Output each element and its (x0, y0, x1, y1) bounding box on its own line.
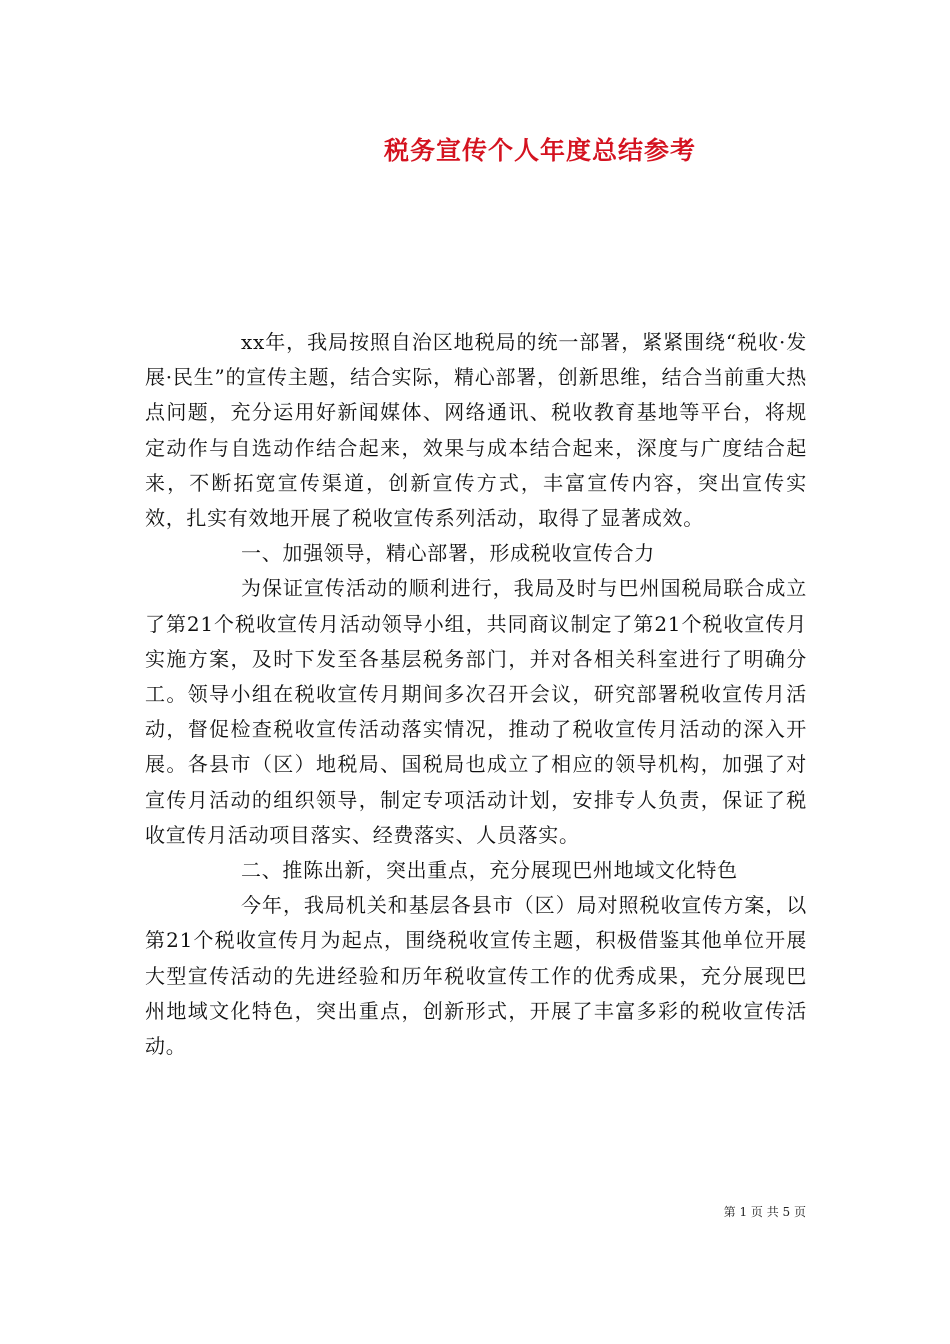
page-number-footer: 第 1 页 共 5 页 (723, 1205, 806, 1219)
paragraph-section-1: 为保证宣传活动的顺利进行，我局及时与巴州国税局联合成立了第21个税收宣传月活动领导小组，共同商议制定了第21个税收宣传月实施方案，及时下发至各基层税务部门，并对各相关科室进行了明确分工。领导小组在税收宣传月期间多次召开会议，研究部署税收宣传月活动，督促检查税收宣传活动落实情况，推动了税收宣传月活动的深入开展。各县市（区）地税局、国税局也成立了相应的领导机构，加强了对宣传月活动的组织领导，制定专项活动计划，安排专人负责，保证了税收宣传月活动项目落实、经费落实、人员落实。 (145, 576, 807, 847)
section-heading-1: 一、加强领导，精心部署，形成税收宣传合力 (241, 541, 655, 566)
document-body (145, 325, 807, 1064)
section-heading-2: 二、推陈出新，突出重点，充分展现巴州地域文化特色 (241, 858, 738, 883)
paragraph-section-2: 今年，我局机关和基层各县市（区）局对照税收宣传方案，以第21个税收宣传月为起点，围绕税收宣传主题，积极借鉴其他单位开展大型宣传活动的先进经验和历年税收宣传工作的优秀成果，充分展现巴州地域文化特色，突出重点，创新形式，开展了丰富多彩的税收宣传活动。 (145, 893, 807, 1059)
document-title: 税务宣传个人年度总结参考 (383, 136, 696, 165)
paragraph-intro: xx年，我局按照自治区地税局的统一部署，紧紧围绕“税收·发展·民生”的宣传主题，结合实际，精心部署，创新思维，结合当前重大热点问题，充分运用好新闻媒体、网络通讯、税收教育基地等平台，将规定动作与自选动作结合起来，效果与成本结合起来，深度与广度结合起来，不断拓宽宣传渠道，创新宣传方式，丰富宣传内容，突出宣传实效，扎实有效地开展了税收宣传系列活动，取得了显著成效。 (145, 330, 807, 531)
